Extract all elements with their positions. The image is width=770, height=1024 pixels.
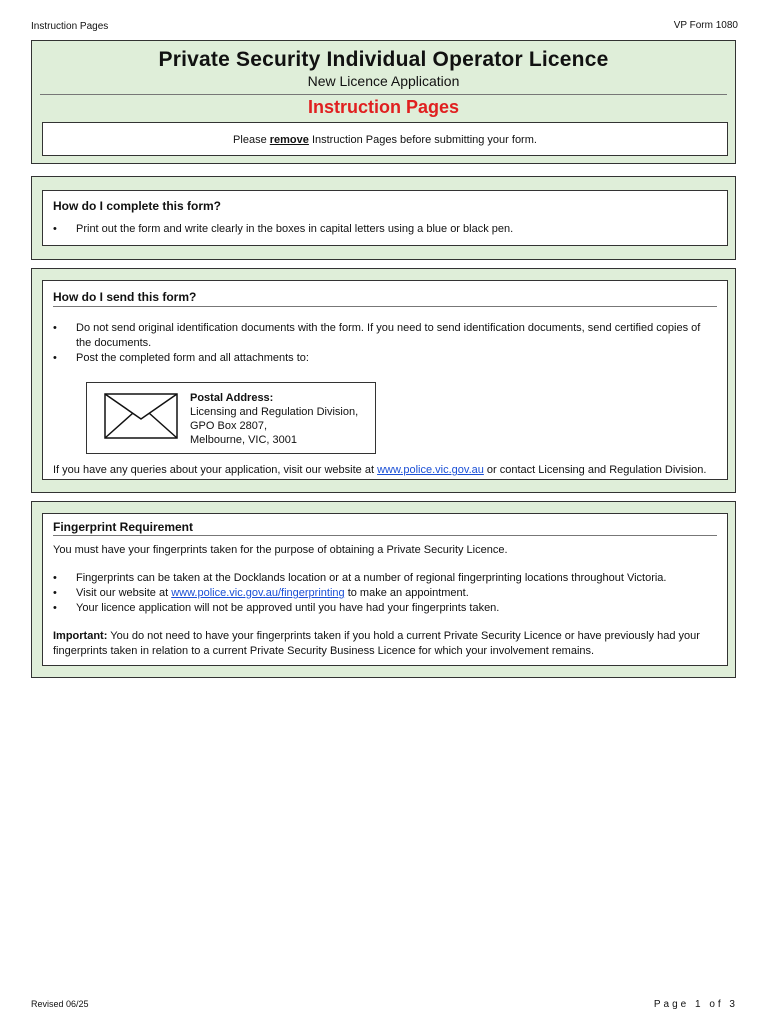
page-title: Private Security Individual Operator Licence [158, 48, 609, 71]
list-item: • Do not send original identification documents with the form. If you need to send identification documents, send certified copies of the documents. [53, 321, 713, 351]
fingerprint-heading: Fingerprint Requirement [53, 520, 194, 534]
list-item-text: to make an appointment. [344, 587, 469, 599]
important-text: You do not need to have your fingerprints taken if you hold a current Private Security Licence or have previously had your fingerprints taken in relation to a current Private Security Business Licence for which your involvement remains. [53, 630, 700, 657]
section-divider [53, 535, 717, 536]
queries-text-before: If you have any queries about your application, visit our website at [53, 464, 378, 476]
fingerprint-intro: You must have your fingerprints taken for the purpose of obtaining a Private Security Licence. [53, 544, 508, 556]
section-divider [53, 306, 717, 307]
postal-address-label: Postal Address: [190, 392, 274, 404]
address-line: Melbourne, VIC, 3001 [190, 434, 298, 446]
page-number: Page 1 of 3 [653, 999, 738, 1010]
revised-date: Revised 06/25 [31, 999, 89, 1009]
header-section-label: Instruction Pages [31, 21, 109, 32]
remove-notice [42, 122, 728, 156]
queries-text-after: or contact Licensing and Regulation Division. [483, 464, 707, 476]
send-form-box [42, 280, 728, 480]
instruction-heading: Instruction Pages [307, 97, 460, 117]
list-item: • Post the completed form and all attachments to: [53, 351, 713, 366]
send-form-list [53, 321, 713, 366]
list-item: • Your licence application will not be approved until you have had your fingerprints taken. [53, 601, 713, 616]
police-website-link[interactable]: www.police.vic.gov.au [377, 464, 484, 476]
notice-text-before: Please [233, 134, 270, 146]
fingerprinting-link[interactable]: www.police.vic.gov.au/fingerprinting [171, 587, 345, 599]
form-id: VP Form 1080 [673, 20, 738, 31]
important-note [53, 629, 713, 659]
fingerprint-list [53, 571, 713, 616]
send-form-heading: How do I send this form? [53, 290, 197, 304]
notice-emphasis: remove [269, 134, 309, 146]
complete-form-panel [31, 176, 736, 260]
postal-address [190, 391, 358, 447]
important-label: Important: [53, 630, 108, 642]
list-item: • Print out the form and write clearly in the boxes in capital letters using a blue or black pen. [53, 222, 717, 237]
fingerprint-box [42, 513, 728, 666]
notice-text-after: Instruction Pages before submitting your form. [308, 134, 537, 146]
title-panel [31, 40, 736, 164]
list-item [53, 586, 713, 601]
page-subtitle: New Licence Application [307, 73, 460, 89]
address-line: GPO Box 2807, [190, 420, 268, 432]
envelope-icon [104, 393, 178, 444]
address-line: Licensing and Regulation Division, [190, 406, 359, 418]
postal-address-box [86, 382, 376, 454]
complete-form-list [53, 222, 717, 237]
fingerprint-panel [31, 501, 736, 678]
list-item: • Fingerprints can be taken at the Docklands location or at a number of regional fingerprinting locations throughout Victoria. [53, 571, 713, 586]
queries-text [53, 463, 713, 478]
list-item-text: Visit our website at [76, 587, 172, 599]
title-divider [40, 94, 727, 95]
complete-form-box [42, 190, 728, 246]
complete-form-heading: How do I complete this form? [53, 199, 222, 213]
send-form-panel [31, 268, 736, 493]
